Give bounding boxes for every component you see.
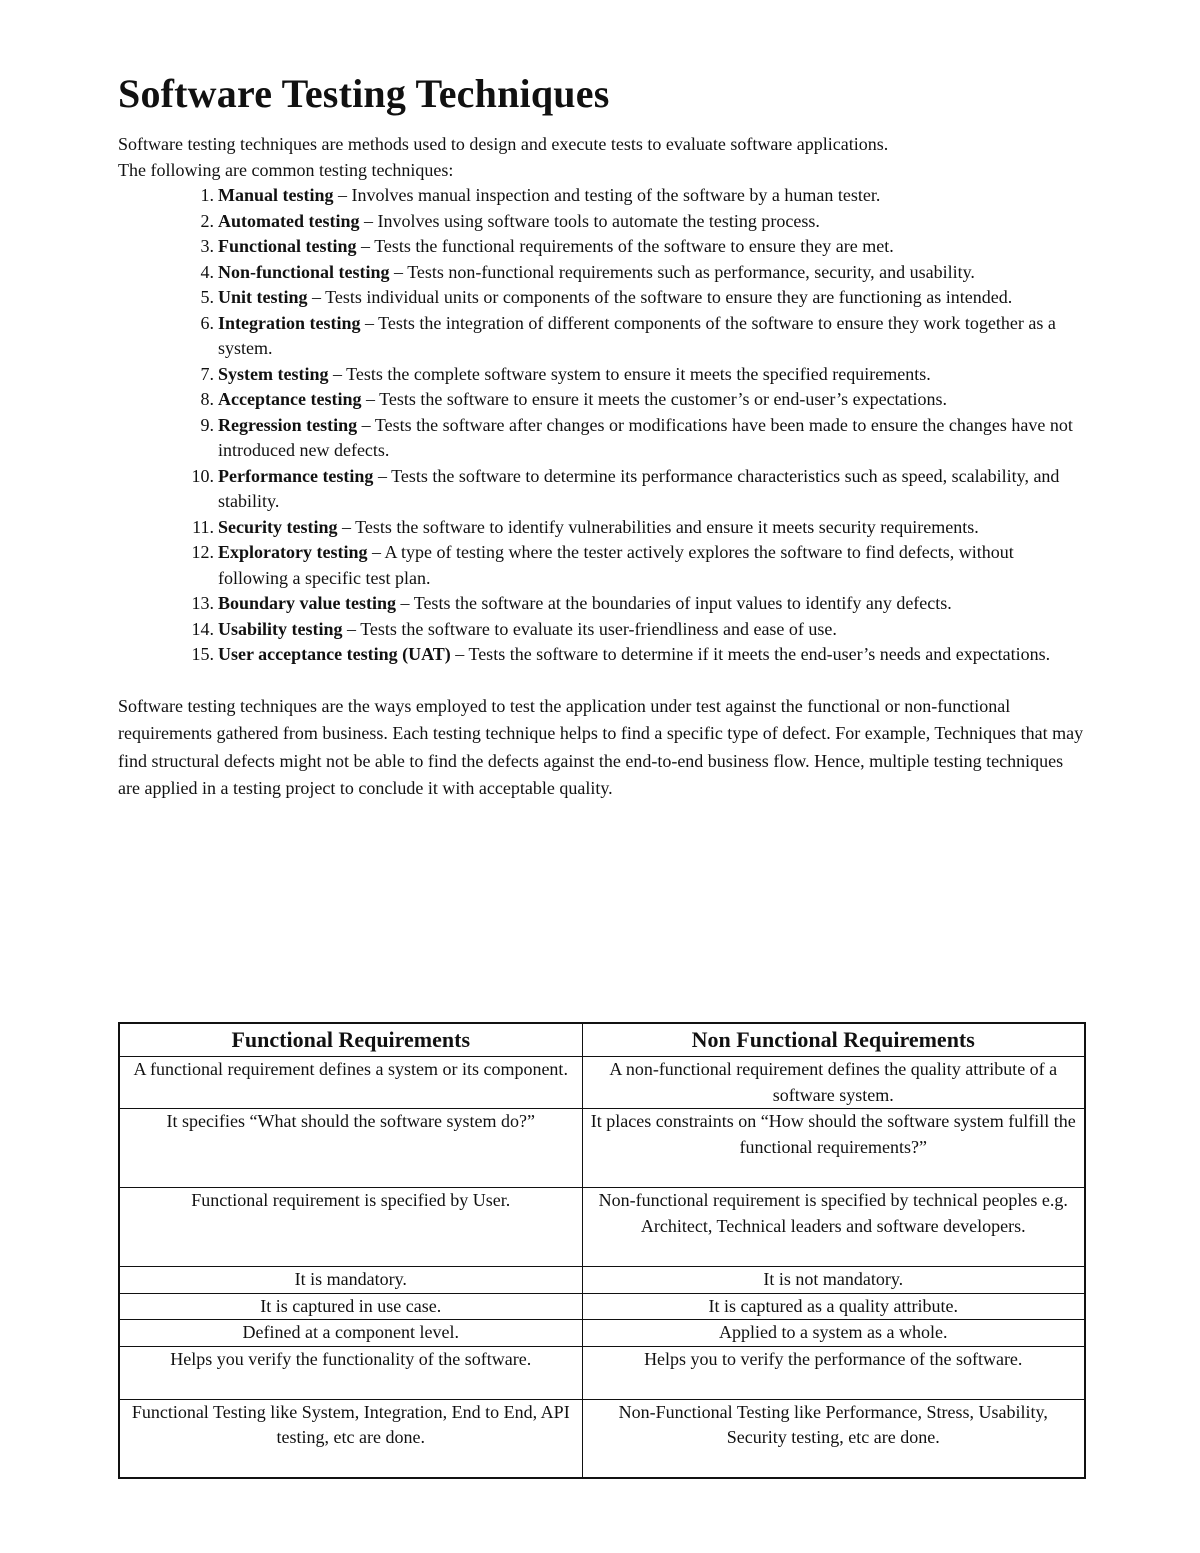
list-item-number: 4.: [200, 261, 214, 282]
techniques-list: [118, 183, 1084, 668]
functional-cell: A functional requirement defines a system or its component.: [119, 1057, 582, 1109]
functional-cell: Helps you verify the functionality of the software.: [119, 1346, 582, 1399]
document-page: [118, 62, 1084, 803]
functional-cell: It is captured in use case.: [119, 1293, 582, 1320]
list-item: [191, 617, 1084, 643]
table-row: [119, 1267, 1085, 1294]
functional-cell: It specifies “What should the software system do?”: [119, 1109, 582, 1188]
list-item: [200, 362, 1084, 388]
list-item: [200, 387, 1084, 413]
technique-description: – Tests the functional requirements of the software to ensure they are met.: [356, 236, 894, 256]
list-item: [200, 183, 1084, 209]
list-item-number: 1.: [200, 185, 214, 205]
table-header-row: [119, 1023, 1085, 1057]
list-item-number: 5.: [200, 287, 214, 307]
list-item: [200, 234, 1084, 260]
table-row: [119, 1293, 1085, 1320]
table-row: [119, 1057, 1085, 1109]
table-row: [119, 1399, 1085, 1478]
technique-name: Integration testing: [218, 312, 361, 333]
list-item: [192, 515, 1084, 541]
technique-name: Usability testing: [218, 618, 343, 639]
list-item: [191, 464, 1084, 515]
list-item-number: 2.: [200, 210, 214, 231]
list-item: [191, 642, 1084, 668]
technique-name: Exploratory testing: [218, 542, 368, 562]
table-body: [119, 1057, 1085, 1479]
technique-description: – Tests the software to determine if it meets the end-user’s needs and expectations.: [450, 644, 1051, 664]
list-item-number: 7.: [200, 363, 214, 384]
technique-name: Functional testing: [218, 236, 357, 256]
technique-description: – Tests the software to identify vulnerabilities and ensure it meets security requirements.: [337, 516, 979, 537]
technique-name: Non-functional testing: [218, 261, 390, 282]
list-item-number: 14.: [191, 618, 214, 639]
technique-description: – Involves using software tools to automate the testing process.: [359, 210, 820, 231]
technique-name: Acceptance testing: [218, 389, 362, 409]
list-item-number: 13.: [191, 593, 214, 613]
technique-name: System testing: [218, 363, 329, 384]
technique-name: Manual testing: [218, 185, 334, 205]
non-functional-cell: It places constraints on “How should the software system fulfill the functional requirements?”: [582, 1109, 1085, 1188]
technique-description: – Tests the complete software system to ensure it meets the specified requirements.: [328, 363, 931, 384]
list-item: [191, 591, 1084, 617]
header-non-functional: Non Functional Requirements: [582, 1023, 1085, 1057]
table-row: [119, 1188, 1085, 1267]
non-functional-cell: It is captured as a quality attribute.: [582, 1293, 1085, 1320]
functional-cell: Functional Testing like System, Integration, End to End, API testing, etc are done.: [119, 1399, 582, 1478]
technique-description: – Tests the integration of different components of the software to ensure they work together as a system.: [218, 312, 1056, 358]
list-item: [191, 540, 1084, 591]
non-functional-cell: A non-functional requirement defines the quality attribute of a software system.: [582, 1057, 1085, 1109]
non-functional-cell: Applied to a system as a whole.: [582, 1320, 1085, 1347]
table-row: [119, 1320, 1085, 1347]
technique-description: – Tests the software after changes or modifications have been made to ensure the changes have not introduced new defects.: [218, 414, 1073, 460]
non-functional-cell: Helps you to verify the performance of the software.: [582, 1346, 1085, 1399]
technique-description: – Tests the software at the boundaries of input values to identify any defects.: [396, 593, 952, 613]
technique-description: – Tests the software to ensure it meets the customer’s or end-user’s expectations.: [361, 389, 948, 409]
list-item: [200, 413, 1084, 464]
list-item-number: 15.: [191, 644, 214, 664]
functional-cell: It is mandatory.: [119, 1267, 582, 1294]
requirements-table: [118, 1022, 1086, 1479]
list-item-number: 3.: [200, 236, 214, 256]
intro-line-2: The following are common testing techniques:: [118, 159, 454, 180]
list-item-number: 8.: [200, 389, 214, 409]
body-paragraph: Software testing techniques are the ways employed to test the application under test against the functional or non-functional requirements gathered from business. Each testing technique helps to find a specific type of defect. For example, Techniques that may find structural defects might not be able to find the defects against the end-to-end business flow. Hence, multiple testing techniques are applied in a testing project to conclude it with acceptable quality.: [118, 695, 1084, 798]
technique-description: – Tests the software to evaluate its user-friendliness and ease of use.: [342, 618, 837, 639]
technique-name: Boundary value testing: [218, 593, 397, 613]
technique-description: – Tests the software to determine its performance characteristics such as speed, scalability, and stability.: [218, 465, 1060, 511]
list-item-number: 9.: [200, 414, 214, 435]
intro-paragraph: [118, 132, 1084, 183]
list-item-number: 10.: [191, 465, 214, 486]
list-item-number: 11.: [192, 516, 214, 537]
non-functional-cell: Non-Functional Testing like Performance, Stress, Usability, Security testing, etc are done.: [582, 1399, 1085, 1478]
technique-name: Regression testing: [218, 414, 358, 435]
list-item-number: 12.: [191, 542, 214, 562]
technique-description: – Tests individual units or components of the software to ensure they are functioning as intended.: [307, 287, 1013, 307]
technique-name: User acceptance testing (UAT): [218, 644, 451, 664]
page-title: Software Testing Techniques: [118, 71, 610, 116]
technique-name: Unit testing: [218, 287, 308, 307]
non-functional-cell: Non-functional requirement is specified by technical peoples e.g. Architect, Technical leaders and software developers.: [582, 1188, 1085, 1267]
functional-cell: Defined at a component level.: [119, 1320, 582, 1347]
list-item-number: 6.: [200, 312, 214, 333]
intro-line-1: Software testing techniques are methods used to design and execute tests to evaluate software applications.: [118, 134, 889, 154]
list-item: [200, 311, 1084, 362]
list-item: [200, 285, 1084, 311]
table-row: [119, 1109, 1085, 1188]
technique-name: Security testing: [218, 516, 338, 537]
technique-description: – Involves manual inspection and testing of the software by a human tester.: [333, 185, 881, 205]
functional-cell: Functional requirement is specified by User.: [119, 1188, 582, 1267]
technique-name: Performance testing: [218, 465, 374, 486]
technique-description: – Tests non-functional requirements such as performance, security, and usability.: [389, 261, 975, 282]
technique-description: – A type of testing where the tester actively explores the software to find defects, without following a specific test plan.: [218, 542, 1014, 588]
list-item: [200, 209, 1084, 235]
table-row: [119, 1346, 1085, 1399]
technique-name: Automated testing: [218, 210, 360, 231]
list-item: [200, 260, 1084, 286]
non-functional-cell: It is not mandatory.: [582, 1267, 1085, 1294]
header-functional: Functional Requirements: [119, 1023, 582, 1057]
